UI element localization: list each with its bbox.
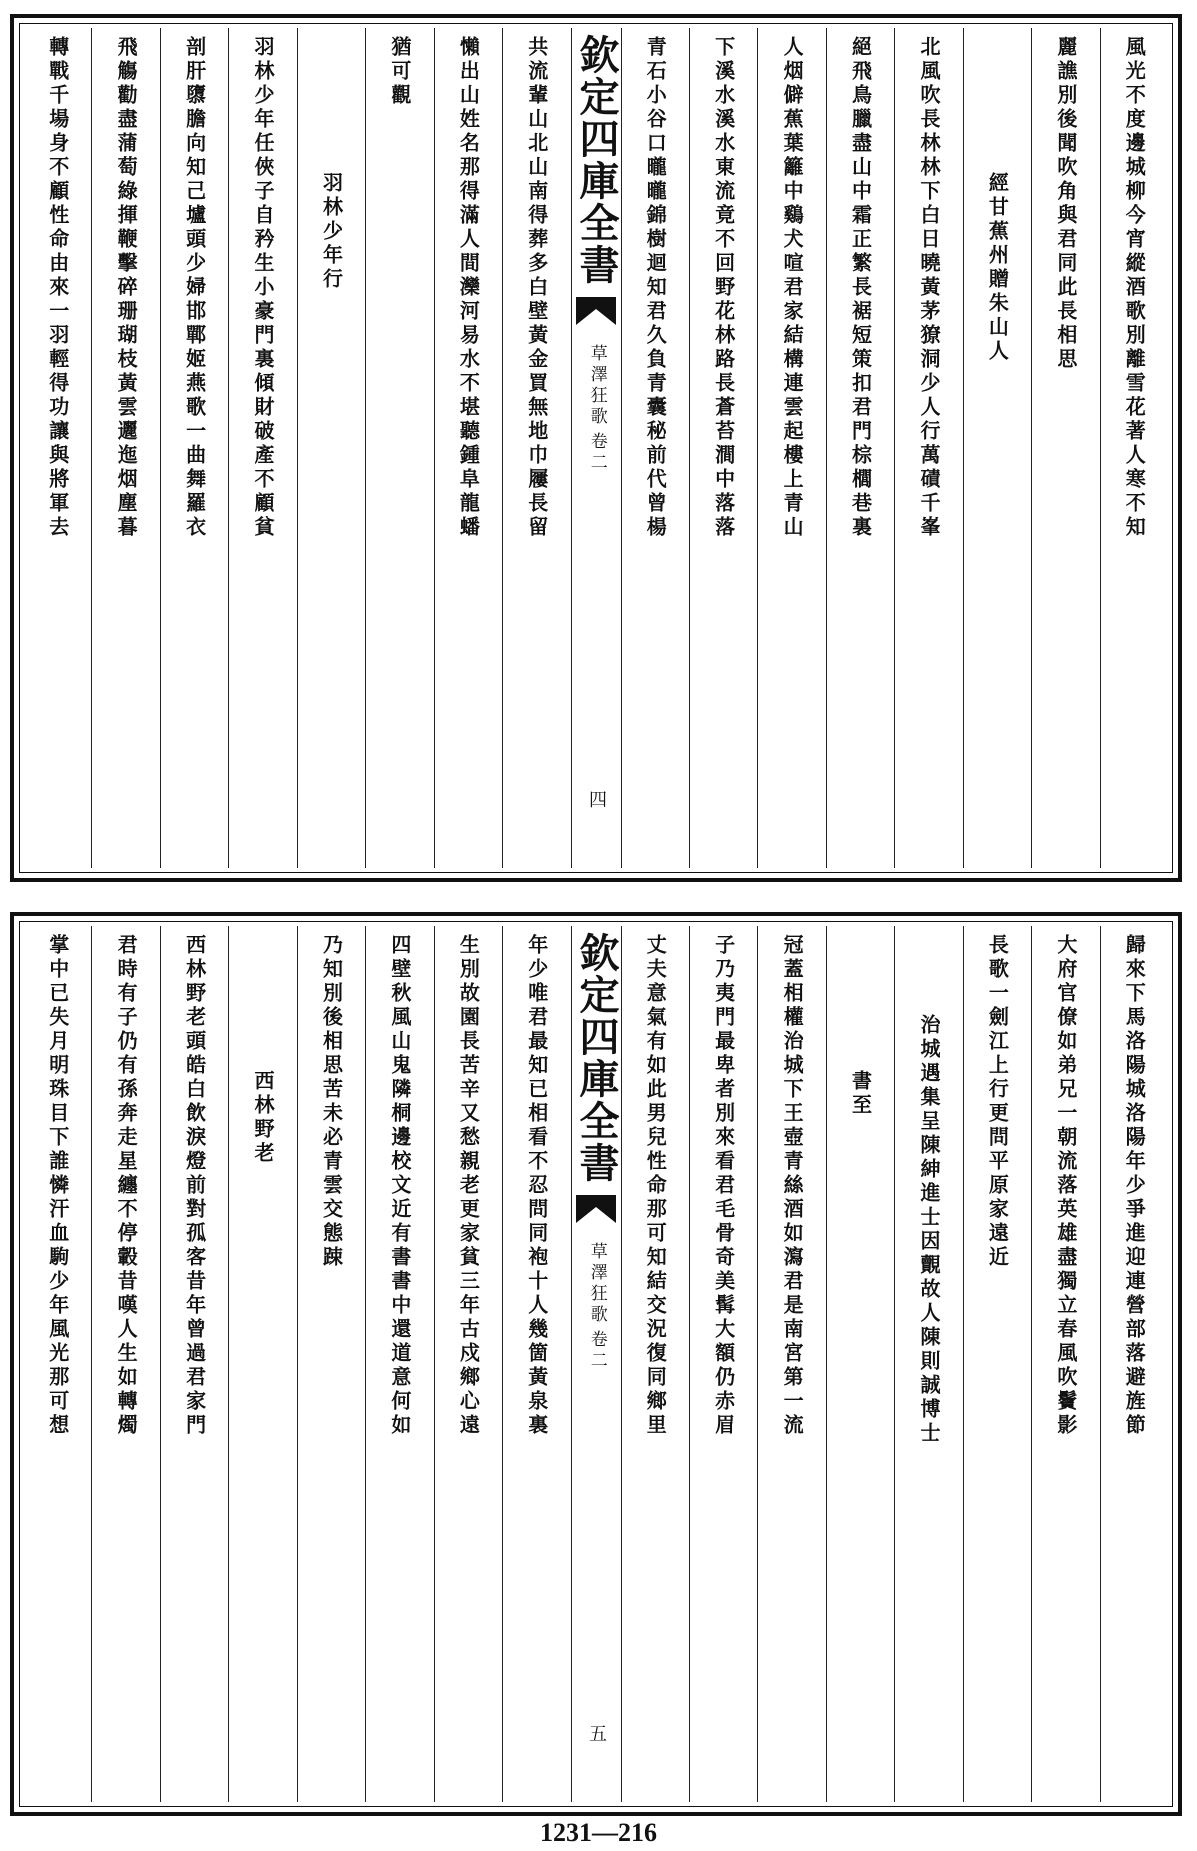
column-text: 冠蓋相權治城下王壺青絲酒如瀉君是南宮第一流 — [780, 934, 805, 1438]
folio-number: 五 — [586, 1724, 607, 1742]
text-column — [24, 926, 91, 1802]
column-text: 絕飛鳥臘盡山中霜正繁長裾短策扣君門棕櫚巷裏 — [848, 36, 873, 540]
lower-page — [10, 912, 1182, 1816]
volume-label: 卷二 — [586, 432, 607, 474]
poem-title: 書至 — [848, 1070, 873, 1118]
lower-page-columns — [24, 926, 1168, 1802]
column-text: 長歌一劍江上行更問平原家遠近 — [985, 934, 1010, 1270]
column-text: 風光不度邊城柳今宵縱酒歌別離雪花著人寒不知 — [1122, 36, 1147, 540]
column-text: 西林野老頭皓白飲淚燈前對孤客昔年曾過君家門 — [182, 934, 207, 1438]
text-column — [1100, 28, 1168, 868]
text-column — [160, 926, 228, 1802]
text-column — [297, 926, 365, 1802]
column-text: 四壁秋風山鬼隣桐邊校文近有書書中還道意何如 — [387, 934, 412, 1438]
poem-title-column — [826, 926, 894, 1802]
work-title: 草澤狂歌 — [586, 344, 607, 428]
text-column — [434, 926, 502, 1802]
page-footer-number: 1231—216 — [540, 1818, 657, 1847]
text-column — [24, 28, 91, 868]
column-text: 丈夫意氣有如此男兒性命那可知結交況復同鄉里 — [643, 934, 668, 1438]
work-title: 草澤狂歌 — [586, 1242, 607, 1326]
folio-number: 四 — [586, 790, 607, 808]
text-column — [91, 926, 159, 1802]
text-column — [894, 28, 962, 868]
text-column — [689, 926, 757, 1802]
poem-title: 羽林少年行 — [319, 172, 344, 292]
column-text: 大府官僚如弟兄一朝流落英雄盡獨立春風吹鬢影 — [1053, 934, 1078, 1438]
text-column — [826, 28, 894, 868]
text-column — [434, 28, 502, 868]
text-column — [91, 28, 159, 868]
column-text: 飛觴勸盡蒲萄綠揮鞭擊碎珊瑚枝黃雲邐迤烟塵暮 — [114, 36, 139, 540]
column-text: 掌中已失月明珠目下誰憐汗血駒少年風光那可想 — [45, 934, 70, 1438]
column-text: 轉戰千場身不顧性命由來一羽輕得功讓與將軍去 — [45, 36, 70, 540]
column-text: 麗譙別後聞吹角與君同此長相思 — [1053, 36, 1078, 372]
column-text: 歸來下馬洛陽城洛陽年少爭進迎連營部落避旌節 — [1122, 934, 1147, 1438]
fishtail-mark-icon — [575, 1194, 617, 1224]
text-column — [1031, 926, 1099, 1802]
text-column — [1100, 926, 1168, 1802]
text-column — [502, 926, 570, 1802]
column-text: 共流輩山北山南得葬多白壁黃金買無地巾屨長留 — [524, 36, 549, 540]
column-text: 青石小谷口曨曨錦樹迴知君久負青囊秘前代曾楊 — [643, 36, 668, 540]
text-column — [621, 28, 689, 868]
column-text: 年少唯君最知已相看不忍問同袍十人幾箇黃泉裏 — [524, 934, 549, 1438]
volume-label: 卷二 — [586, 1330, 607, 1372]
column-text: 人烟僻蕉葉籬中鷄犬喧君家結構連雲起樓上青山 — [780, 36, 805, 540]
poem-title: 西林野老 — [251, 1070, 276, 1166]
upper-page — [10, 14, 1182, 882]
book-title: 欽定四庫全書 — [573, 932, 620, 1184]
text-column — [228, 28, 296, 868]
fishtail-mark-icon — [575, 296, 617, 326]
column-text: 猶可觀 — [387, 36, 412, 108]
poem-title: 經甘蕉州贈朱山人 — [985, 172, 1010, 364]
column-text: 剖肝隳膽向知己壚頭少婦邯鄲姬燕歌一曲舞羅衣 — [182, 36, 207, 540]
text-column — [689, 28, 757, 868]
column-text: 生別故園長苦辛又愁親老更家貧三年古戍鄉心遠 — [456, 934, 481, 1438]
column-text: 子乃夷門最卑者別來看君毛骨奇美髯大額仍赤眉 — [711, 934, 736, 1438]
column-text: 治城遇集呈陳紳進士因覿故人陳則誠博士 — [916, 1014, 941, 1446]
column-text: 君時有子仍有孫奔走星纏不停轂昔嘆人生如轉燭 — [114, 934, 139, 1438]
poem-title-column — [297, 28, 365, 868]
text-column — [963, 926, 1031, 1802]
text-column — [621, 926, 689, 1802]
text-column — [160, 28, 228, 868]
column-text: 北風吹長林林下白日曉黃茅獠洞少人行萬磧千峯 — [916, 36, 941, 540]
column-text: 羽林少年任俠子自矜生小豪門裏傾財破產不顧貧 — [251, 36, 276, 540]
text-column — [757, 926, 825, 1802]
column-text: 乃知別後相思苦未必青雲交態踈 — [319, 934, 344, 1270]
text-column — [1031, 28, 1099, 868]
text-column — [502, 28, 570, 868]
upper-page-columns — [24, 28, 1168, 868]
poem-title-column — [963, 28, 1031, 868]
book-title: 欽定四庫全書 — [573, 34, 620, 286]
poem-title-column — [228, 926, 296, 1802]
center-fold-column — [571, 28, 621, 868]
column-text: 下溪水溪水東流竟不回野花林路長蒼苔澗中落落 — [711, 36, 736, 540]
column-text: 懶出山姓名那得滿人間灤河易水不堪聽鍾阜龍蟠 — [456, 36, 481, 540]
text-column — [365, 926, 433, 1802]
text-column — [365, 28, 433, 868]
text-column — [757, 28, 825, 868]
center-fold-column — [571, 926, 621, 1802]
text-column — [894, 926, 962, 1802]
